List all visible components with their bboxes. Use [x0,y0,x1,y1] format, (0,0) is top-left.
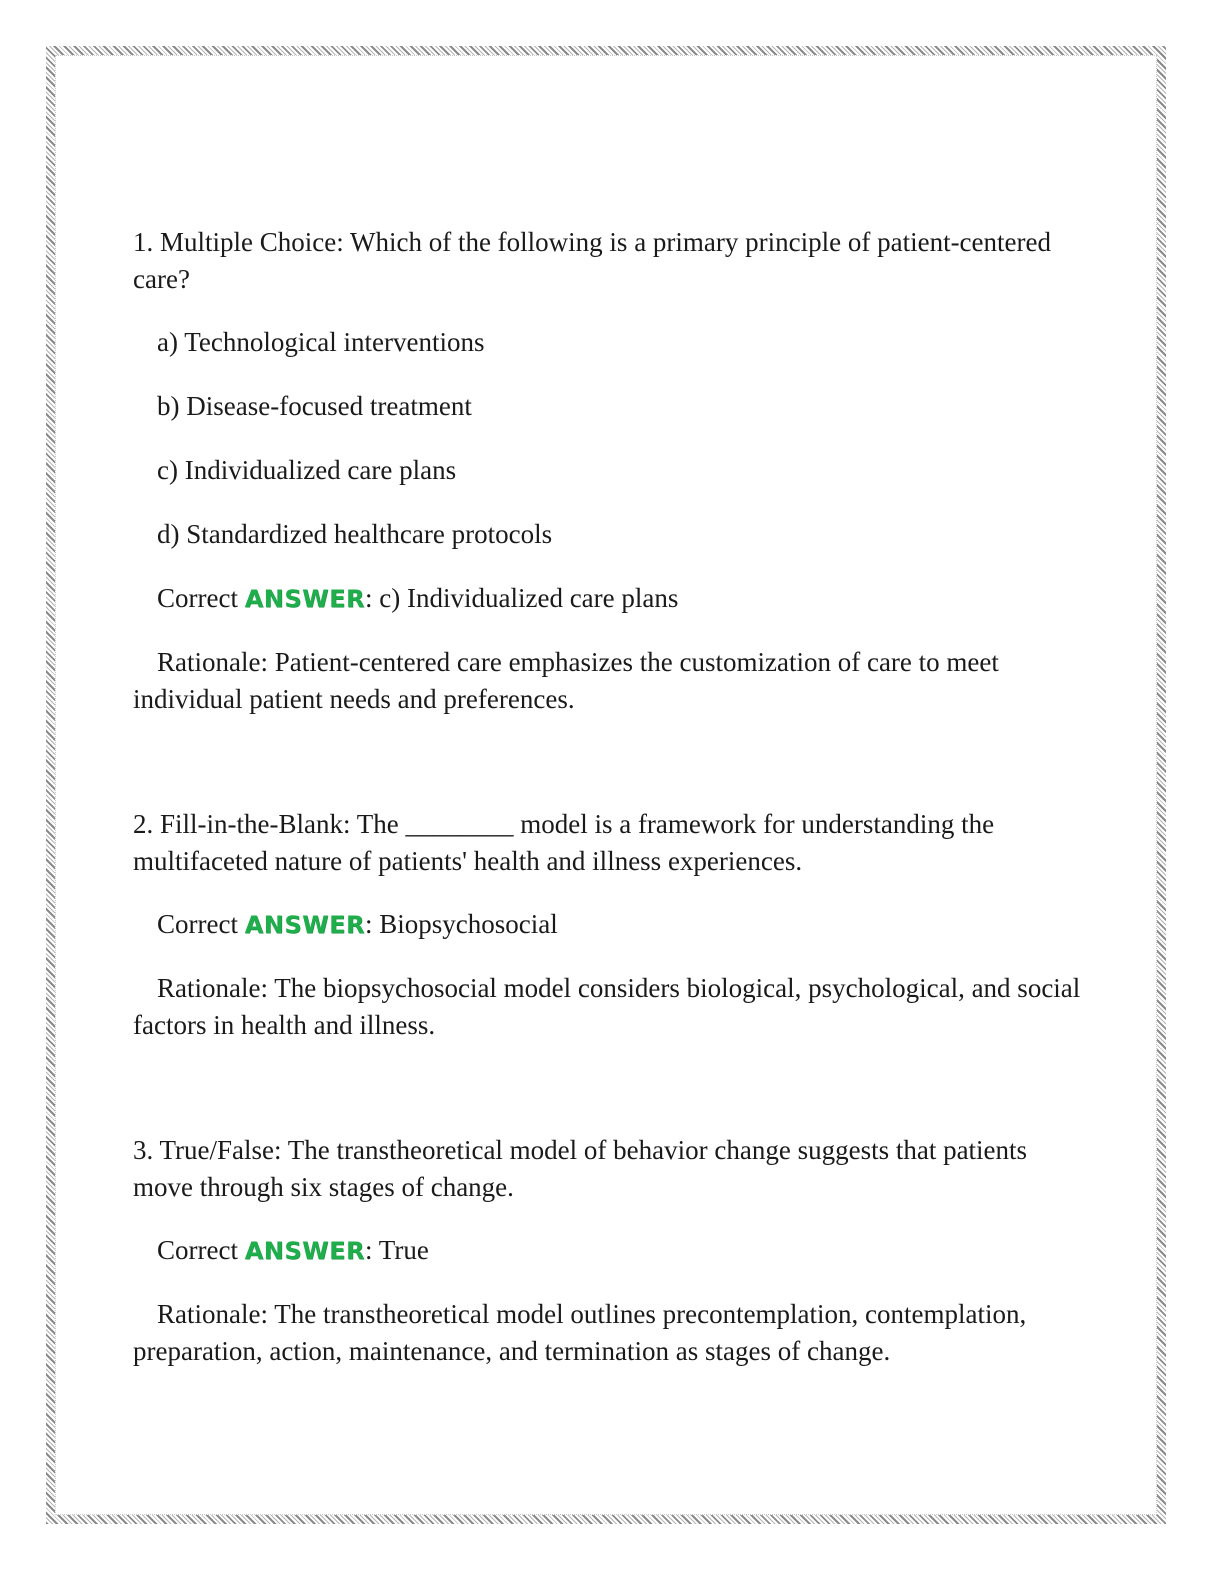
question-2 [133,806,1093,1044]
answer-prefix: Correct [157,583,245,613]
quiz-content [133,224,1093,1370]
answer-keyword: ANSWER [244,585,366,613]
answer-keyword: ANSWER [244,911,366,939]
question-stem: 2. Fill-in-the-Blank: The ________ model is a framework for understanding the multifaceted nature of patients' health and illness experiences. [133,809,995,876]
correct-answer [133,906,1093,944]
option-d: d) Standardized healthcare protocols [157,519,553,549]
question-1 [133,224,1093,718]
answer-value: : True [365,1235,429,1265]
option-b: b) Disease-focused treatment [157,391,472,421]
rationale: Rationale: Patient-centered care emphasizes the customization of care to meet individual patient needs and preferences. [133,647,999,714]
correct-answer [133,580,1093,618]
correct-answer [133,1232,1093,1270]
answer-keyword: ANSWER [244,1237,366,1265]
rationale: Rationale: The transtheoretical model outlines precontemplation, contemplation, preparation, action, maintenance, and termination as stages of change. [133,1299,1027,1366]
question-3 [133,1132,1093,1370]
answer-prefix: Correct [157,909,245,939]
option-c: c) Individualized care plans [157,455,457,485]
answer-value: : Biopsychosocial [365,909,558,939]
question-stem: 3. True/False: The transtheoretical model of behavior change suggests that patients move through six stages of change. [133,1135,1028,1202]
option-list [133,324,1093,553]
answer-value: : c) Individualized care plans [365,583,679,613]
rationale: Rationale: The biopsychosocial model considers biological, psychological, and social factors in health and illness. [133,973,1081,1040]
answer-prefix: Correct [157,1235,245,1265]
question-stem: 1. Multiple Choice: Which of the following is a primary principle of patient-centered care? [133,227,1051,294]
option-a: a) Technological interventions [157,327,485,357]
